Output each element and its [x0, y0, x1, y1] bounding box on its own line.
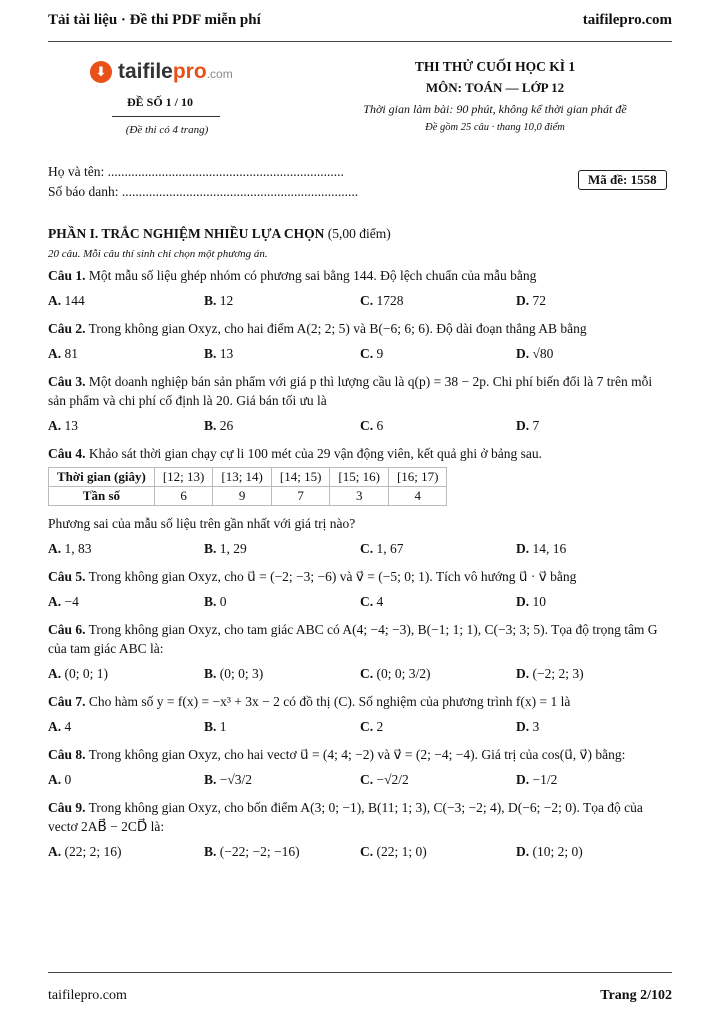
- answer-option[interactable]: [516, 418, 672, 434]
- option-letter: D.: [516, 844, 530, 859]
- question-text: Một doanh nghiệp bán sản phẩm với giá p thì lượng cầu là q(p) = 38 − 2p. Chi phí biến đổi là 7 trên mỗi sản phẩm và chi phí cố định là 20. Giá bán tối ưu là: [48, 374, 653, 408]
- exam-heading: [330, 59, 660, 133]
- option-value: √80: [532, 346, 554, 361]
- question-text: Trong không gian Oxyz, cho bốn điểm A(3; 0; −1), B(11; 1; 3), C(−3; −2; 4), D(−6; −2; 0). Tọa độ của vectơ 2AB⃗ − 2CD⃗ là:: [48, 800, 643, 834]
- page-count-note: (Đề thi có 4 trang): [125, 124, 209, 136]
- option-value: −4: [64, 594, 79, 609]
- frequency-table: [48, 467, 447, 506]
- answer-option[interactable]: [360, 594, 516, 610]
- question-followup: Phương sai của mẫu số liệu trên gần nhất với giá trị nào?: [48, 516, 356, 531]
- footer-divider: [48, 972, 672, 973]
- option-value: 9: [376, 346, 384, 361]
- answer-option[interactable]: [48, 844, 204, 860]
- question-text: Trong không gian Oxyz, cho tam giác ABC có A(4; −4; −3), B(−1; 1; 1), C(−3; 3; 5). Tọa độ trọng tâm G của tam giác ABC là:: [48, 622, 658, 656]
- answer-option[interactable]: [360, 719, 516, 735]
- option-value: 144: [64, 293, 85, 308]
- question: [48, 620, 672, 658]
- answer-option[interactable]: [204, 719, 360, 735]
- answer-option[interactable]: [516, 772, 672, 788]
- answer-option[interactable]: [516, 541, 672, 557]
- answer-option[interactable]: [48, 541, 204, 557]
- page-number: Trang 2/102: [600, 988, 672, 1003]
- option-letter: D.: [516, 541, 530, 556]
- exam-content: [48, 226, 672, 870]
- answer-options: [48, 346, 672, 362]
- option-letter: C.: [360, 293, 374, 308]
- question: [48, 745, 672, 764]
- answer-option[interactable]: [360, 844, 516, 860]
- answer-option[interactable]: [360, 346, 516, 362]
- header-divider: [48, 41, 672, 42]
- option-value: (22; 1; 0): [376, 844, 427, 859]
- option-letter: D.: [516, 418, 530, 433]
- exam-number-underline: [112, 116, 220, 117]
- answer-option[interactable]: [360, 772, 516, 788]
- table-cell: 9: [213, 487, 272, 506]
- download-arrow-icon: ⬇: [90, 61, 112, 83]
- option-letter: A.: [48, 418, 62, 433]
- answer-option[interactable]: [360, 666, 516, 682]
- table-row: [49, 487, 447, 506]
- table-cell: 7: [271, 487, 330, 506]
- option-value: 0: [64, 772, 72, 787]
- answer-option[interactable]: [516, 594, 672, 610]
- exam-time: Thời gian làm bài: 90 phút, không kể thời gian phát đề: [363, 102, 627, 116]
- option-letter: B.: [204, 293, 217, 308]
- exam-code-badge: Mã đề: 1558: [578, 170, 667, 190]
- exam-subject: MÔN: TOÁN — LỚP 12: [425, 80, 565, 95]
- question: [48, 372, 672, 410]
- option-letter: B.: [204, 844, 217, 859]
- question-text: Trong không gian Oxyz, cho hai điểm A(2; 2; 5) và B(−6; 6; 6). Độ dài đoạn thẳng AB bằng: [88, 321, 587, 336]
- option-letter: D.: [516, 346, 530, 361]
- option-letter: B.: [204, 541, 217, 556]
- option-value: 7: [532, 418, 540, 433]
- option-letter: C.: [360, 844, 374, 859]
- option-letter: B.: [204, 719, 217, 734]
- option-letter: A.: [48, 772, 62, 787]
- option-letter: B.: [204, 346, 217, 361]
- option-letter: C.: [360, 346, 374, 361]
- question: [48, 692, 672, 711]
- top-header: [48, 12, 672, 29]
- logo-wordmark: taifilepro.com: [118, 60, 233, 83]
- option-value: (0; 0; 1): [64, 666, 108, 681]
- option-value: −1/2: [532, 772, 558, 787]
- option-letter: C.: [360, 594, 374, 609]
- table-cell: 4: [388, 487, 447, 506]
- answer-option[interactable]: [204, 772, 360, 788]
- option-letter: C.: [360, 418, 374, 433]
- option-letter: A.: [48, 719, 62, 734]
- question: [48, 444, 672, 463]
- answer-option[interactable]: [204, 541, 360, 557]
- option-value: 1, 83: [64, 541, 92, 556]
- question-label: Câu 4.: [48, 446, 86, 461]
- option-value: (−22; −2; −16): [219, 844, 300, 859]
- option-value: 26: [219, 418, 234, 433]
- question-label: Câu 8.: [48, 747, 86, 762]
- question-text: Trong không gian Oxyz, cho u⃗ = (−2; −3; −6) và v⃗ = (−5; 0; 1). Tích vô hướng u⃗ · v⃗ bằng: [88, 569, 577, 584]
- answer-option[interactable]: [48, 772, 204, 788]
- header-left-text: Tải tài liệu · Đề thi PDF miễn phí: [48, 12, 261, 28]
- option-value: 4: [64, 719, 72, 734]
- question-label: Câu 3.: [48, 374, 86, 389]
- answer-options: [48, 418, 672, 434]
- answer-option[interactable]: [204, 594, 360, 610]
- option-letter: C.: [360, 719, 374, 734]
- option-value: 1: [219, 719, 227, 734]
- answer-option[interactable]: [360, 418, 516, 434]
- option-value: 10: [532, 594, 546, 609]
- table-cell: 6: [154, 487, 213, 506]
- question: [48, 266, 672, 285]
- answer-option[interactable]: [48, 594, 204, 610]
- option-letter: D.: [516, 772, 530, 787]
- question-text: Cho hàm số y = f(x) = −x³ + 3x − 2 có đồ thị (C). Số nghiệm của phương trình f(x) = 1 là: [88, 694, 571, 709]
- option-value: −√3/2: [219, 772, 253, 787]
- option-letter: D.: [516, 594, 530, 609]
- table-cell: 3: [330, 487, 389, 506]
- question-label: Câu 7.: [48, 694, 86, 709]
- option-value: 13: [219, 346, 234, 361]
- table-cell: Thời gian (giây): [49, 468, 155, 487]
- option-letter: D.: [516, 293, 530, 308]
- option-value: (−2; 2; 3): [532, 666, 584, 681]
- option-value: 6: [376, 418, 384, 433]
- option-value: 13: [64, 418, 78, 433]
- header-right-text: taifilepro.com: [582, 12, 672, 28]
- section-title: PHẦN I. TRẮC NGHIỆM NHIỀU LỰA CHỌN (5,00 điểm): [48, 226, 391, 241]
- question-text: Khảo sát thời gian chạy cự li 100 mét của 29 vận động viên, kết quả ghi ở bảng sau.: [88, 446, 543, 461]
- answer-option[interactable]: [204, 418, 360, 434]
- answer-option[interactable]: [516, 346, 672, 362]
- question: [48, 798, 672, 836]
- question: [48, 319, 672, 338]
- option-letter: A.: [48, 594, 62, 609]
- question-label: Câu 6.: [48, 622, 86, 637]
- question-list: [48, 266, 672, 860]
- option-value: (10; 2; 0): [532, 844, 583, 859]
- answer-option[interactable]: [48, 293, 204, 309]
- answer-option[interactable]: [48, 719, 204, 735]
- answer-option[interactable]: [516, 666, 672, 682]
- table-cell: [13; 14): [213, 468, 272, 487]
- name-field: Họ và tên: ......................................................................: [48, 164, 344, 179]
- table-row: [49, 468, 447, 487]
- option-letter: C.: [360, 666, 374, 681]
- answer-option[interactable]: [204, 293, 360, 309]
- answer-options: [48, 293, 672, 309]
- question-text: Một mẫu số liệu ghép nhóm có phương sai bằng 144. Độ lệch chuẩn của mẫu bằng: [88, 268, 537, 283]
- answer-option[interactable]: [48, 346, 204, 362]
- answer-option[interactable]: [204, 844, 360, 860]
- option-letter: C.: [360, 541, 374, 556]
- answer-options: [48, 844, 672, 860]
- table-cell: [15; 16): [330, 468, 389, 487]
- option-value: 1, 29: [219, 541, 247, 556]
- option-value: 81: [64, 346, 78, 361]
- answer-options: [48, 719, 672, 735]
- option-letter: A.: [48, 346, 62, 361]
- answer-option[interactable]: [360, 541, 516, 557]
- exam-number: ĐỀ SỐ 1 / 10: [126, 95, 193, 109]
- exam-title: THI THỬ CUỐI HỌC KÌ 1: [414, 59, 576, 74]
- question-text: Trong không gian Oxyz, cho hai vectơ u⃗ = (4; 4; −2) và v⃗ = (2; −4; −4). Giá trị của cos(u⃗, v⃗) bằng:: [88, 747, 626, 762]
- question-label: Câu 5.: [48, 569, 86, 584]
- option-value: (0; 0; 3): [219, 666, 264, 681]
- option-value: 1728: [376, 293, 404, 308]
- page-footer: [48, 988, 672, 1004]
- answer-option[interactable]: [204, 346, 360, 362]
- answer-options: [48, 541, 672, 557]
- candidate-fields: [48, 162, 358, 202]
- answer-option[interactable]: [516, 293, 672, 309]
- answer-options: [48, 594, 672, 610]
- option-value: 72: [532, 293, 546, 308]
- table-cell: [12; 13): [154, 468, 213, 487]
- question-label: Câu 2.: [48, 321, 86, 336]
- footer-site: taifilepro.com: [48, 988, 127, 1003]
- option-value: 14, 16: [532, 541, 567, 556]
- answer-option[interactable]: [360, 293, 516, 309]
- answer-option[interactable]: [48, 666, 204, 682]
- section-note: 20 câu. Mỗi câu thí sinh chỉ chọn một phương án.: [48, 248, 268, 260]
- answer-option[interactable]: [516, 844, 672, 860]
- option-letter: B.: [204, 666, 217, 681]
- site-logo: [90, 60, 233, 84]
- table-cell: Tần số: [49, 487, 155, 506]
- table-cell: [14; 15): [271, 468, 330, 487]
- option-value: (22; 2; 16): [64, 844, 122, 859]
- option-letter: B.: [204, 772, 217, 787]
- question-label: Câu 1.: [48, 268, 86, 283]
- option-letter: D.: [516, 666, 530, 681]
- table-cell: [16; 17): [388, 468, 447, 487]
- option-letter: C.: [360, 772, 374, 787]
- option-value: 0: [219, 594, 227, 609]
- option-value: 1, 67: [376, 541, 404, 556]
- answer-options: [48, 666, 672, 682]
- id-field: Số báo danh: ......................................................................: [48, 184, 359, 199]
- option-letter: B.: [204, 418, 217, 433]
- option-letter: A.: [48, 666, 62, 681]
- option-letter: D.: [516, 719, 530, 734]
- option-letter: B.: [204, 594, 217, 609]
- answer-options: [48, 772, 672, 788]
- answer-option[interactable]: [48, 418, 204, 434]
- question-label: Câu 9.: [48, 800, 86, 815]
- option-value: 3: [532, 719, 540, 734]
- answer-option[interactable]: [516, 719, 672, 735]
- option-letter: A.: [48, 844, 62, 859]
- exam-structure: Đề gồm 25 câu · thang 10,0 điểm: [425, 122, 565, 133]
- option-value: 2: [376, 719, 384, 734]
- option-letter: A.: [48, 541, 62, 556]
- answer-option[interactable]: [204, 666, 360, 682]
- option-value: −√2/2: [376, 772, 409, 787]
- option-value: 4: [376, 594, 384, 609]
- option-value: 12: [219, 293, 234, 308]
- option-letter: A.: [48, 293, 62, 308]
- option-value: (0; 0; 3/2): [376, 666, 431, 681]
- question: [48, 567, 672, 586]
